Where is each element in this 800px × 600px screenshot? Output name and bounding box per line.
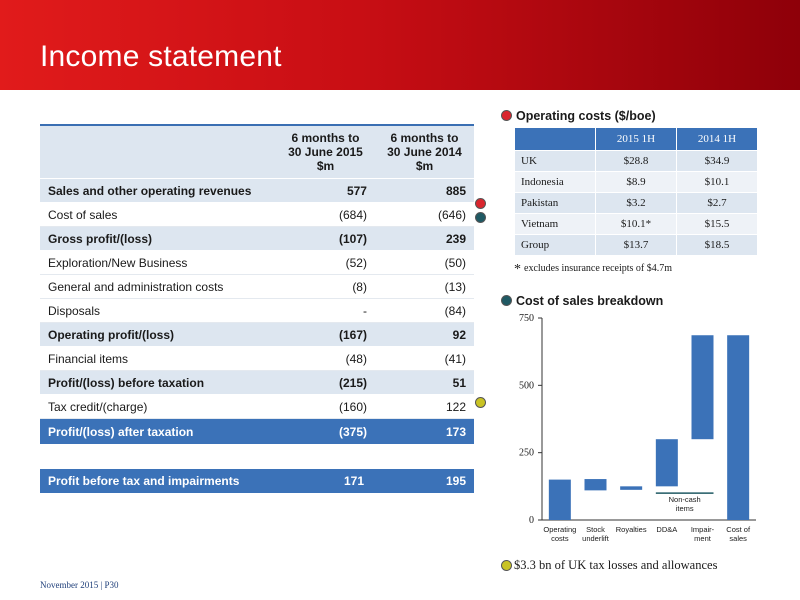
costs-header-row (515, 128, 758, 151)
costs-header-2015: 2015 1H (596, 128, 677, 151)
title-banner (0, 0, 800, 90)
x-tick-label: Operating (543, 525, 577, 534)
costs-row-label: Group (515, 235, 596, 256)
yellow-indicator-dot (475, 397, 486, 408)
table-row (40, 227, 474, 251)
profit-before-tax-impairments-table (40, 469, 474, 493)
table-row (40, 419, 474, 445)
header-2014-line2: 30 June 2014 (387, 145, 462, 159)
costs-value-2014: $10.1 (677, 172, 758, 193)
costs-header-2014: 2014 1H (677, 128, 758, 151)
tax-losses-note: $3.3 bn of UK tax losses and allowances (514, 558, 718, 572)
row-label: Exploration/New Business (40, 251, 276, 275)
header-2014-line3: $m (415, 159, 434, 173)
x-tick-label: underlift (582, 534, 609, 543)
value-2014: 239 (375, 227, 474, 251)
page-title: Income statement (40, 40, 282, 73)
value-2014: 173 (375, 419, 474, 445)
x-tick-label: Cost of (726, 525, 751, 534)
costs-value-2014: $34.9 (677, 151, 758, 172)
non-cash-label: Non-cash (668, 495, 701, 505)
operating-costs-title: Operating costs ($/boe) (516, 109, 656, 123)
row-label: Sales and other operating revenues (40, 179, 276, 203)
costs-row (515, 193, 758, 214)
value-2014: (41) (375, 347, 474, 371)
row-label: Profit/(loss) before taxation (40, 371, 276, 395)
table-row (40, 275, 474, 299)
costs-row-label: UK (515, 151, 596, 172)
chart-bar (620, 486, 642, 490)
teal-indicator-dot (475, 212, 486, 223)
value-2015: (684) (276, 203, 375, 227)
x-tick-label: Stock (586, 525, 605, 534)
header-2015-line3: $m (316, 159, 335, 173)
value-2014: 195 (372, 469, 474, 493)
x-tick-label: Impair- (690, 525, 715, 534)
chart-bar (549, 480, 571, 520)
costs-row (515, 172, 758, 193)
x-tick-label: sales (729, 534, 747, 543)
footnote-text: excludes insurance receipts of $4.7m (524, 263, 673, 274)
costs-row-label: Indonesia (515, 172, 596, 193)
y-tick-label: 500 (519, 380, 534, 392)
page-footer: November 2015 | P30 (40, 580, 119, 590)
row-label: Tax credit/(charge) (40, 395, 276, 419)
value-2015: (215) (276, 371, 375, 395)
chart-bar (585, 479, 607, 490)
header-2015-line1: 6 months to (291, 131, 360, 145)
costs-header-blank (515, 128, 596, 151)
costs-row (515, 151, 758, 172)
costs-row (515, 235, 758, 256)
row-label: General and administration costs (40, 275, 276, 299)
value-2014: (84) (375, 299, 474, 323)
chart-bar (692, 335, 714, 439)
row-label: Gross profit/(loss) (40, 227, 276, 251)
row-label: Profit/(loss) after taxation (40, 419, 276, 445)
value-2014: 885 (375, 179, 474, 203)
red-bullet-dot (501, 110, 512, 121)
cost-breakdown-title: Cost of sales breakdown (516, 294, 664, 308)
table-row (40, 395, 474, 419)
value-2014: (13) (375, 275, 474, 299)
value-2015: - (276, 299, 375, 323)
costs-row-label: Pakistan (515, 193, 596, 214)
costs-value-2014: $2.7 (677, 193, 758, 214)
header-blank (40, 125, 276, 179)
chart-bar (656, 439, 678, 486)
cost-of-sales-chart (500, 308, 770, 548)
header-2014-line1: 6 months to (390, 131, 459, 145)
red-indicator-dot (475, 198, 486, 209)
costs-value-2014: $18.5 (677, 235, 758, 256)
operating-costs-footnote (514, 262, 672, 278)
table-row (40, 251, 474, 275)
costs-value-2015: $8.9 (596, 172, 677, 193)
header-2015 (276, 125, 375, 179)
costs-row-label: Vietnam (515, 214, 596, 235)
table-header-row (40, 125, 474, 179)
table-row (40, 371, 474, 395)
operating-costs-table (514, 127, 758, 256)
value-2015: 171 (270, 469, 372, 493)
header-2014 (375, 125, 474, 179)
table-row (40, 347, 474, 371)
costs-value-2015: $3.2 (596, 193, 677, 214)
table-row (40, 179, 474, 203)
row-label: Cost of sales (40, 203, 276, 227)
row-label: Operating profit/(loss) (40, 323, 276, 347)
costs-value-2015: $10.1* (596, 214, 677, 235)
table-row (40, 469, 474, 493)
y-tick-label: 250 (519, 447, 534, 459)
header-2015-line2: 30 June 2015 (288, 145, 363, 159)
value-2015: (8) (276, 275, 375, 299)
costs-row (515, 214, 758, 235)
income-statement-table (40, 124, 474, 445)
x-tick-label: Royalties (615, 525, 647, 534)
x-tick-label: costs (551, 534, 569, 543)
footnote-mark: * (514, 262, 521, 277)
value-2015: (107) (276, 227, 375, 251)
value-2014: (646) (375, 203, 474, 227)
table-row (40, 203, 474, 227)
costs-value-2015: $28.8 (596, 151, 677, 172)
teal-bullet-dot (501, 295, 512, 306)
row-label: Profit before tax and impairments (40, 469, 270, 493)
value-2014: (50) (375, 251, 474, 275)
row-label: Financial items (40, 347, 276, 371)
chart-bar (727, 335, 749, 520)
table-row (40, 323, 474, 347)
costs-value-2014: $15.5 (677, 214, 758, 235)
value-2014: 122 (375, 395, 474, 419)
y-tick-label: 750 (519, 313, 534, 324)
value-2015: (52) (276, 251, 375, 275)
value-2014: 51 (375, 371, 474, 395)
table-row (40, 299, 474, 323)
costs-value-2015: $13.7 (596, 235, 677, 256)
value-2015: 577 (276, 179, 375, 203)
x-tick-label: ment (694, 534, 711, 543)
x-tick-label: DD&A (656, 525, 678, 534)
value-2015: (48) (276, 347, 375, 371)
value-2015: (375) (276, 419, 375, 445)
non-cash-label: items (675, 504, 694, 514)
y-tick-label: 0 (529, 515, 534, 526)
value-2015: (160) (276, 395, 375, 419)
value-2015: (167) (276, 323, 375, 347)
value-2014: 92 (375, 323, 474, 347)
row-label: Disposals (40, 299, 276, 323)
yellow-bullet-dot (501, 560, 512, 571)
